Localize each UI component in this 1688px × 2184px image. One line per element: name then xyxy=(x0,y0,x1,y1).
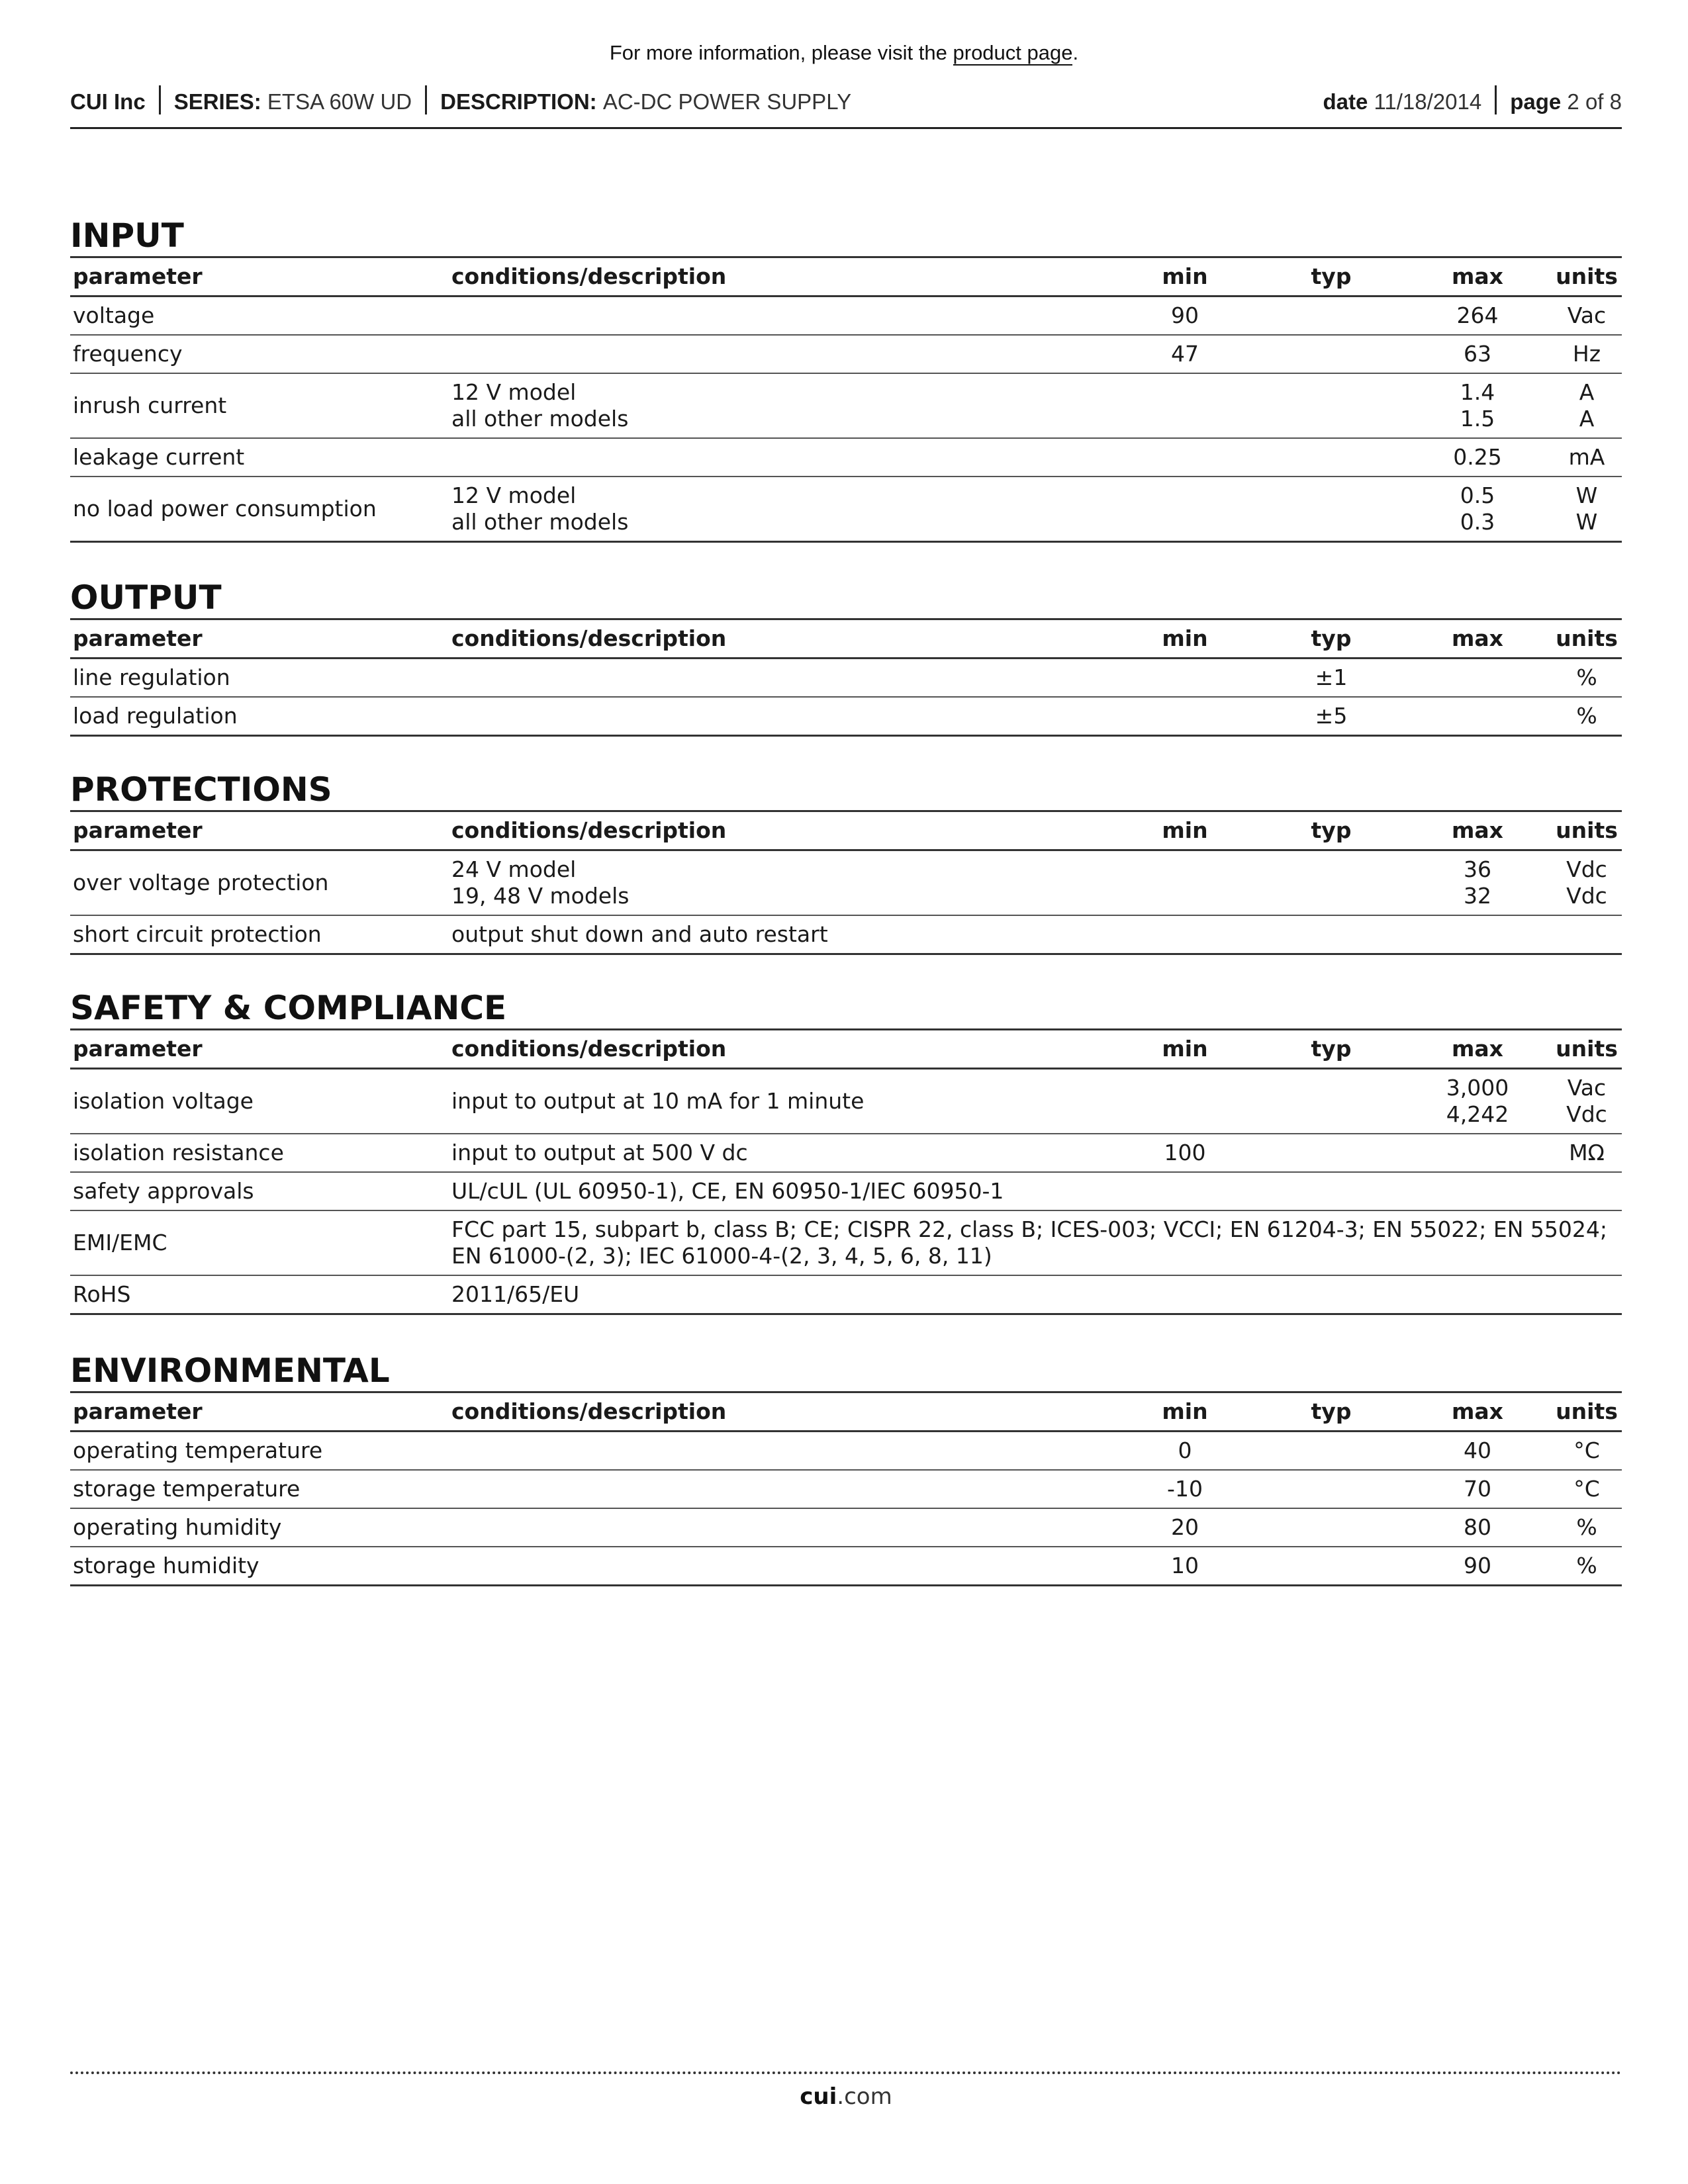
cell-max: 264 xyxy=(1456,302,1499,328)
cell-parameter: operating humidity xyxy=(73,1514,282,1540)
cell-conditions: 2011/65/EU xyxy=(451,1281,580,1307)
cell-parameter: over voltage protection xyxy=(73,870,329,895)
cell-parameter: operating temperature xyxy=(73,1437,323,1463)
col-parameter: parameter xyxy=(73,1036,203,1062)
section-title: PROTECTIONS xyxy=(70,770,332,809)
cell-units: MΩ xyxy=(1569,1140,1605,1165)
website-rest: .com xyxy=(837,2083,892,2110)
cell-conditions xyxy=(449,335,1111,373)
cell-typ: ±5 xyxy=(1315,703,1348,729)
units-line: Vac xyxy=(1567,1075,1607,1101)
cell-typ xyxy=(1259,373,1403,438)
col-units: units xyxy=(1556,817,1618,843)
date-value: 11/18/2014 xyxy=(1374,89,1482,114)
output-table xyxy=(70,618,1622,737)
cell-conditions xyxy=(449,296,1111,336)
cell-parameter: short circuit protection xyxy=(73,921,322,947)
col-max: max xyxy=(1452,1036,1503,1062)
environmental-table xyxy=(70,1391,1622,1586)
col-units: units xyxy=(1556,625,1618,651)
cell-min: 47 xyxy=(1171,341,1199,367)
cell-units: Vac xyxy=(1567,302,1607,328)
cell-conditions xyxy=(449,373,1111,438)
col-min: min xyxy=(1162,625,1208,651)
website-link[interactable] xyxy=(70,2083,1622,2110)
cell-parameter: safety approvals xyxy=(73,1178,254,1204)
condition-line: 19, 48 V models xyxy=(451,883,630,909)
table-row xyxy=(70,1275,1622,1314)
condition-line: all other models xyxy=(451,406,629,432)
col-min: min xyxy=(1162,1036,1208,1062)
col-conditions: conditions/description xyxy=(451,817,727,843)
cell-typ xyxy=(1259,1470,1403,1508)
col-max: max xyxy=(1452,263,1503,289)
condition-line: 12 V model xyxy=(451,379,577,405)
col-units: units xyxy=(1556,1036,1618,1062)
cell-units: Hz xyxy=(1572,341,1601,367)
cell-max xyxy=(1403,477,1552,542)
cell-units: °C xyxy=(1573,1437,1600,1463)
cell-min xyxy=(1111,659,1259,698)
table-row xyxy=(70,438,1622,477)
environmental-section xyxy=(70,1350,1622,1586)
cell-parameter: RoHS xyxy=(73,1281,131,1307)
section-title: OUTPUT xyxy=(70,578,222,617)
cell-conditions xyxy=(449,697,1111,736)
cell-parameter: no load power consumption xyxy=(73,496,377,522)
units-line: Vdc xyxy=(1566,883,1607,909)
table-header-row xyxy=(70,1392,1622,1432)
cell-typ xyxy=(1259,1508,1403,1547)
col-max: max xyxy=(1452,1398,1503,1424)
cell-conditions: output shut down and auto restart xyxy=(451,921,828,947)
cell-conditions xyxy=(449,438,1111,477)
website-bold: cui xyxy=(800,2083,837,2110)
header-divider xyxy=(425,85,427,114)
cell-min: 100 xyxy=(1164,1140,1206,1165)
cell-units: % xyxy=(1576,1553,1597,1578)
cell-typ xyxy=(1259,477,1403,542)
cell-typ xyxy=(1259,1134,1403,1172)
cell-typ xyxy=(1259,850,1403,916)
col-parameter: parameter xyxy=(73,817,203,843)
cell-conditions: input to output at 10 mA for 1 minute xyxy=(451,1088,865,1114)
protections-section xyxy=(70,769,1622,955)
table-row xyxy=(70,1210,1622,1275)
product-page-link[interactable]: product page xyxy=(953,41,1073,64)
cell-min xyxy=(1111,477,1259,542)
cell-min xyxy=(1111,697,1259,736)
col-typ: typ xyxy=(1311,1036,1352,1062)
cell-typ xyxy=(1259,1547,1403,1586)
col-conditions: conditions/description xyxy=(451,1398,727,1424)
protections-table xyxy=(70,810,1622,955)
cell-typ xyxy=(1259,296,1403,336)
cell-max xyxy=(1403,1134,1552,1172)
cell-parameter: line regulation xyxy=(73,664,230,690)
cell-units xyxy=(1552,1069,1622,1134)
cell-max: 0.25 xyxy=(1453,444,1502,470)
cell-max xyxy=(1403,697,1552,736)
table-row xyxy=(70,335,1622,373)
table-row xyxy=(70,659,1622,698)
table-header-row xyxy=(70,619,1622,659)
cell-parameter: leakage current xyxy=(73,444,245,470)
col-min: min xyxy=(1162,1398,1208,1424)
col-parameter: parameter xyxy=(73,625,203,651)
col-max: max xyxy=(1452,817,1503,843)
page-header xyxy=(70,87,1622,129)
max-line: 4,242 xyxy=(1446,1101,1509,1127)
units-line: A xyxy=(1579,406,1595,432)
page-value: 2 of 8 xyxy=(1567,89,1622,114)
info-note xyxy=(0,41,1688,65)
cell-parameter: voltage xyxy=(73,302,155,328)
series-label: SERIES: xyxy=(173,89,261,114)
cell-max: 90 xyxy=(1464,1553,1491,1578)
cell-units xyxy=(1552,850,1622,916)
table-row xyxy=(70,1172,1622,1210)
description-value: AC-DC POWER SUPPLY xyxy=(602,89,852,114)
col-typ: typ xyxy=(1311,263,1352,289)
input-table xyxy=(70,256,1622,543)
cell-typ xyxy=(1259,438,1403,477)
cell-conditions: FCC part 15, subpart b, class B; CE; CISPR 22, class B; ICES-003; VCCI; EN 61204-3; EN 55022; EN 55024; EN 61000-(2, 3); IEC 61000-4-(2, 3, 4, 5, 6, 8, 11) xyxy=(451,1216,1607,1269)
max-line: 32 xyxy=(1464,883,1491,909)
cell-max: 70 xyxy=(1464,1476,1491,1502)
col-parameter: parameter xyxy=(73,263,203,289)
col-conditions: conditions/description xyxy=(451,1036,727,1062)
cell-min: 10 xyxy=(1171,1553,1199,1578)
cell-max xyxy=(1403,850,1552,916)
cell-conditions: UL/cUL (UL 60950-1), CE, EN 60950-1/IEC 60950-1 xyxy=(451,1178,1004,1204)
col-units: units xyxy=(1556,1398,1618,1424)
info-note-period: . xyxy=(1072,41,1079,64)
col-typ: typ xyxy=(1311,817,1352,843)
col-typ: typ xyxy=(1311,625,1352,651)
cell-min xyxy=(1111,373,1259,438)
cell-max: 80 xyxy=(1464,1514,1491,1540)
table-header-row xyxy=(70,811,1622,850)
cell-parameter: isolation voltage xyxy=(73,1088,254,1114)
info-note-text: For more information, please visit the xyxy=(609,41,947,64)
output-section xyxy=(70,577,1622,737)
input-section xyxy=(70,215,1622,543)
cell-conditions xyxy=(449,477,1111,542)
cell-units: % xyxy=(1576,703,1597,729)
cell-parameter: storage temperature xyxy=(73,1476,301,1502)
section-title: ENVIRONMENTAL xyxy=(70,1351,390,1390)
cell-parameter: isolation resistance xyxy=(73,1140,284,1165)
cell-parameter: storage humidity xyxy=(73,1553,259,1578)
cell-typ: ±1 xyxy=(1315,664,1348,690)
cell-conditions xyxy=(449,850,1111,916)
max-line: 3,000 xyxy=(1446,1075,1509,1101)
safety-section xyxy=(70,987,1622,1315)
cell-units xyxy=(1552,477,1622,542)
cell-units xyxy=(1552,373,1622,438)
table-row xyxy=(70,915,1622,954)
cell-min: 0 xyxy=(1178,1437,1192,1463)
date-label: date xyxy=(1323,89,1368,114)
table-row xyxy=(70,697,1622,736)
col-typ: typ xyxy=(1311,1398,1352,1424)
table-row xyxy=(70,1508,1622,1547)
cell-conditions xyxy=(449,659,1111,698)
series-value: ETSA 60W UD xyxy=(267,89,412,114)
cell-conditions xyxy=(449,1547,1111,1586)
page-footer xyxy=(70,2071,1622,2110)
header-divider xyxy=(159,85,161,114)
table-header-row xyxy=(70,1030,1622,1069)
cell-max xyxy=(1403,373,1552,438)
section-title: SAFETY & COMPLIANCE xyxy=(70,989,507,1027)
table-row xyxy=(70,296,1622,336)
company-name: CUI Inc xyxy=(70,89,146,114)
cell-conditions xyxy=(449,1432,1111,1471)
cell-parameter: inrush current xyxy=(73,392,227,418)
cell-min: 90 xyxy=(1171,302,1199,328)
cell-min xyxy=(1111,438,1259,477)
safety-table xyxy=(70,1028,1622,1315)
units-line: A xyxy=(1579,379,1595,405)
cell-max: 63 xyxy=(1464,341,1491,367)
cell-min xyxy=(1111,850,1259,916)
cell-typ xyxy=(1259,1432,1403,1471)
cell-parameter: frequency xyxy=(73,341,183,367)
cell-parameter: load regulation xyxy=(73,703,238,729)
col-conditions: conditions/description xyxy=(451,625,727,651)
units-line: Vdc xyxy=(1566,1101,1607,1127)
cell-units: % xyxy=(1576,1514,1597,1540)
cell-conditions xyxy=(449,1470,1111,1508)
table-row xyxy=(70,477,1622,542)
cell-units: % xyxy=(1576,664,1597,690)
table-row xyxy=(70,373,1622,438)
description-label: DESCRIPTION: xyxy=(440,89,597,114)
max-line: 0.5 xyxy=(1460,482,1495,508)
condition-line: all other models xyxy=(451,509,629,535)
col-max: max xyxy=(1452,625,1503,651)
condition-line: 12 V model xyxy=(451,482,577,508)
col-min: min xyxy=(1162,263,1208,289)
units-line: W xyxy=(1575,482,1598,508)
cell-units: °C xyxy=(1573,1476,1600,1502)
col-units: units xyxy=(1556,263,1618,289)
cell-typ xyxy=(1259,335,1403,373)
cell-min xyxy=(1111,1069,1259,1134)
max-line: 0.3 xyxy=(1460,509,1495,535)
cell-min: -10 xyxy=(1167,1476,1203,1502)
table-row xyxy=(70,850,1622,916)
cell-conditions xyxy=(449,1508,1111,1547)
section-title: INPUT xyxy=(70,216,184,255)
condition-line: 24 V model xyxy=(451,856,577,882)
cell-max xyxy=(1403,1069,1552,1134)
cell-typ xyxy=(1259,1069,1403,1134)
col-conditions: conditions/description xyxy=(451,263,727,289)
max-line: 36 xyxy=(1464,856,1491,882)
table-row xyxy=(70,1432,1622,1471)
max-line: 1.4 xyxy=(1460,379,1495,405)
table-row xyxy=(70,1134,1622,1172)
col-min: min xyxy=(1162,817,1208,843)
col-parameter: parameter xyxy=(73,1398,203,1424)
cell-max: 40 xyxy=(1464,1437,1491,1463)
page-label: page xyxy=(1510,89,1562,114)
table-row xyxy=(70,1069,1622,1134)
units-line: W xyxy=(1575,509,1598,535)
cell-min: 20 xyxy=(1171,1514,1199,1540)
max-line: 1.5 xyxy=(1460,406,1495,432)
cell-units: mA xyxy=(1568,444,1605,470)
header-divider xyxy=(1495,85,1497,114)
table-row xyxy=(70,1470,1622,1508)
units-line: Vdc xyxy=(1566,856,1607,882)
cell-parameter: EMI/EMC xyxy=(73,1230,167,1255)
cell-max xyxy=(1403,659,1552,698)
table-header-row xyxy=(70,257,1622,296)
table-row xyxy=(70,1547,1622,1586)
cell-conditions: input to output at 500 V dc xyxy=(451,1140,748,1165)
